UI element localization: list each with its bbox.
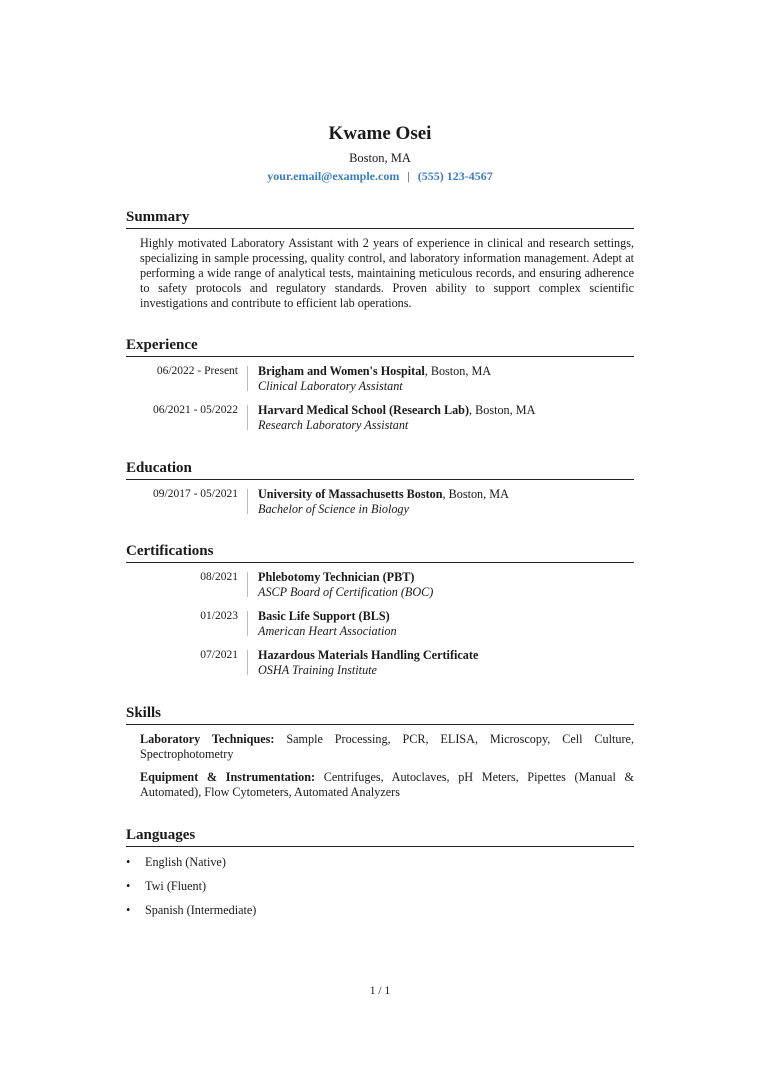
entry-date: 07/2021 <box>200 649 238 661</box>
certification-name: Basic Life Support (BLS) <box>258 609 390 623</box>
entry-degree: Bachelor of Science in Biology <box>258 502 409 516</box>
entry-date: 06/2022 - Present <box>156 365 238 377</box>
bullet-icon: • <box>126 855 131 869</box>
skills-section <box>126 704 634 800</box>
education-section <box>126 459 634 517</box>
certifications-section <box>126 542 634 678</box>
experience-section <box>126 336 634 433</box>
certification-name: Hazardous Materials Handling Certificate <box>258 648 479 662</box>
entry-organization: University of Massachusetts Boston <box>258 487 443 501</box>
entry-divider <box>247 572 248 597</box>
entry-date: 08/2021 <box>200 571 238 583</box>
phone-link[interactable]: (555) 123-4567 <box>417 169 493 183</box>
section-title-summary: Summary <box>126 208 634 229</box>
skill-category: Equipment & Instrumentation: <box>140 770 316 784</box>
entry-role: Research Laboratory Assistant <box>258 418 409 432</box>
entry-divider <box>247 650 248 675</box>
section-title-skills: Skills <box>126 704 634 725</box>
contact-line <box>0 168 760 184</box>
entry-location: , Boston, MA <box>469 403 536 417</box>
skill-list: Sample Processing, PCR, ELISA, Microscopy, Cell Culture, Spectrophotometry <box>140 732 634 761</box>
entry-location: , Boston, MA <box>424 364 492 378</box>
certification-issuer: ASCP Board of Certification (BOC) <box>258 585 434 599</box>
education-entry <box>126 487 634 517</box>
languages-section <box>126 826 634 927</box>
experience-list <box>126 364 634 433</box>
summary-text: Highly motivated Laboratory Assistant with 2 years of experience in clinical and research settings, specializing in sample processing, quality control, and laboratory information management. Adept at performing a wide range of analytical tests, maintaining meticulous records, and ensuring adherence to safety protocols and regulatory standards. Proven ability to support complex scientific investigations and contribute to efficient lab operations. <box>140 236 634 310</box>
entry-organization: Harvard Medical School (Research Lab) <box>258 403 470 417</box>
entry-location: , Boston, MA <box>442 487 509 501</box>
skill-group <box>140 770 634 800</box>
section-title-experience: Experience <box>126 336 634 357</box>
list-item <box>126 879 634 894</box>
section-title-education: Education <box>126 459 634 480</box>
language-name: Spanish (Intermediate) <box>145 903 257 917</box>
entry-divider <box>247 611 248 636</box>
entry-date: 09/2017 - 05/2021 <box>153 488 238 500</box>
language-list <box>126 855 634 918</box>
certification-name: Phlebotomy Technician (PBT) <box>258 570 415 584</box>
certification-entry <box>126 609 634 639</box>
skill-list: Centrifuges, Autoclaves, pH Meters, Pipettes (Manual & Automated), Flow Cytometers, Automated Analyzers <box>140 770 634 799</box>
language-name: English (Native) <box>145 855 226 869</box>
email-link[interactable]: your.email@example.com <box>267 169 400 183</box>
candidate-name: Kwame Osei <box>328 123 432 144</box>
section-title-certifications: Certifications <box>126 542 634 563</box>
entry-divider <box>247 366 248 391</box>
list-item <box>126 903 634 918</box>
summary-section <box>126 208 634 311</box>
entry-date: 01/2023 <box>200 610 238 622</box>
skill-group <box>140 732 634 762</box>
bullet-icon: • <box>126 879 131 893</box>
resume-header <box>0 122 760 184</box>
certification-issuer: OSHA Training Institute <box>258 663 377 677</box>
bullet-icon: • <box>126 903 131 917</box>
entry-date: 06/2021 - 05/2022 <box>153 404 238 416</box>
entry-divider <box>247 489 248 514</box>
certification-entry <box>126 648 634 678</box>
certifications-list <box>126 570 634 678</box>
education-list <box>126 487 634 517</box>
list-item <box>126 855 634 870</box>
certification-entry <box>126 570 634 600</box>
page-number: 1 / 1 <box>369 985 391 997</box>
section-title-languages: Languages <box>126 826 634 847</box>
contact-separator: | <box>407 169 410 183</box>
candidate-location: Boston, MA <box>349 151 411 165</box>
entry-role: Clinical Laboratory Assistant <box>258 379 403 393</box>
language-name: Twi (Fluent) <box>145 879 207 893</box>
certification-issuer: American Heart Association <box>258 624 397 638</box>
entry-organization: Brigham and Women's Hospital <box>258 364 425 378</box>
entry-divider <box>247 405 248 430</box>
experience-entry <box>126 364 634 394</box>
experience-entry <box>126 403 634 433</box>
skill-category: Laboratory Techniques: <box>140 732 275 746</box>
